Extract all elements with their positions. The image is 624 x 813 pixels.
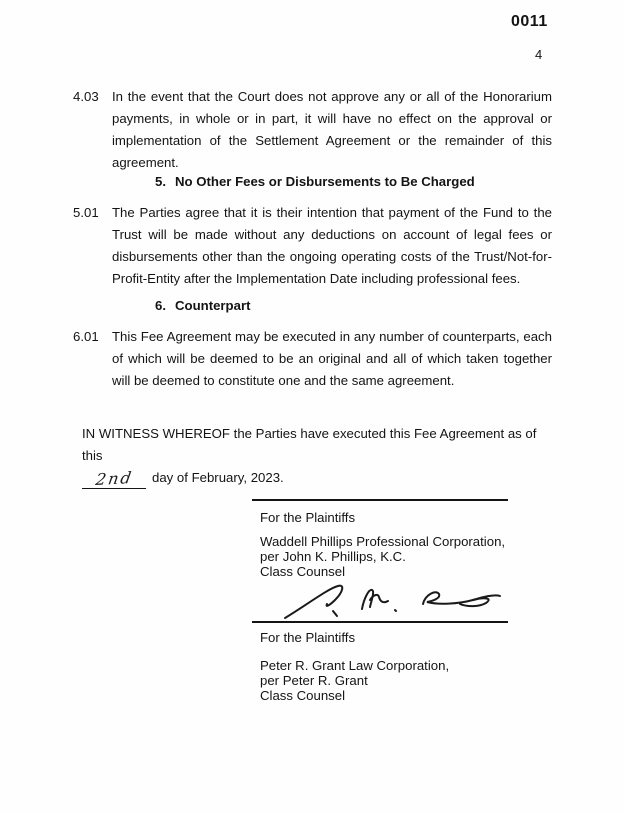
organization-name: Waddell Phillips Professional Corporation, [260,534,506,549]
heading-title: Counterpart [175,298,251,313]
day-blank-underline [82,468,146,489]
section-heading-6 [155,298,250,313]
signatory-role: Class Counsel [260,688,346,703]
signatory-name: per Peter R. Grant [260,673,368,688]
section-heading-5 [155,174,475,189]
clause-number: 5.01 [73,205,99,220]
heading-number: 6. [155,298,166,313]
heading-number: 5. [155,174,166,189]
signature-block-plaintiffs-1 [260,510,505,579]
organization-name: Peter R. Grant Law Corporation, [260,658,450,673]
clause-5-01 [73,202,552,290]
clause-4-03 [73,86,552,174]
witness-line2 [82,467,552,489]
clause-number: 4.03 [73,89,99,104]
clause-number: 6.01 [73,329,99,344]
signatory-name: per John K. Phillips, K.C. [260,549,406,564]
clause-text: This Fee Agreement may be executed in any number of counterparts, each of which will be deemed to be an original and all of which taken together will be deemed to constitute one and the same agreement. [112,329,552,388]
clause-text: In the event that the Court does not approve any or all of the Honorarium payments, in whole or in part, it will have no effect on the approval or implementation of the Settlement Agreement or the remainder of this agreement. [112,89,552,170]
heading-title: No Other Fees or Disbursements to Be Charged [175,174,475,189]
clause-6-01 [73,326,552,392]
handwritten-day: 2nd [94,468,135,489]
witness-clause [82,423,552,489]
signature-line-2 [252,621,508,623]
witness-line1: IN WITNESS WHEREOF the Parties have executed this Fee Agreement as of this [82,426,537,463]
witness-line2-text: day of February, 2023. [152,470,284,485]
for-party-label: For the Plaintiffs [260,630,356,645]
for-party-label: For the Plaintiffs [260,510,356,525]
signature-line-1 [252,499,508,501]
signatory-role: Class Counsel [260,564,346,579]
signature-block-plaintiffs-2 [260,630,449,703]
page-number: 4 [535,47,543,62]
handwritten-signature-icon [283,580,503,622]
bates-number: 0011 [511,13,548,30]
clause-text: The Parties agree that it is their intention that payment of the Fund to the Trust will be made without any deductions on account of legal fees or disbursements other than the ongoing operating costs of the Trust/Not-for-Profit-Entity after the Implementation Date including professional fees. [112,205,552,286]
